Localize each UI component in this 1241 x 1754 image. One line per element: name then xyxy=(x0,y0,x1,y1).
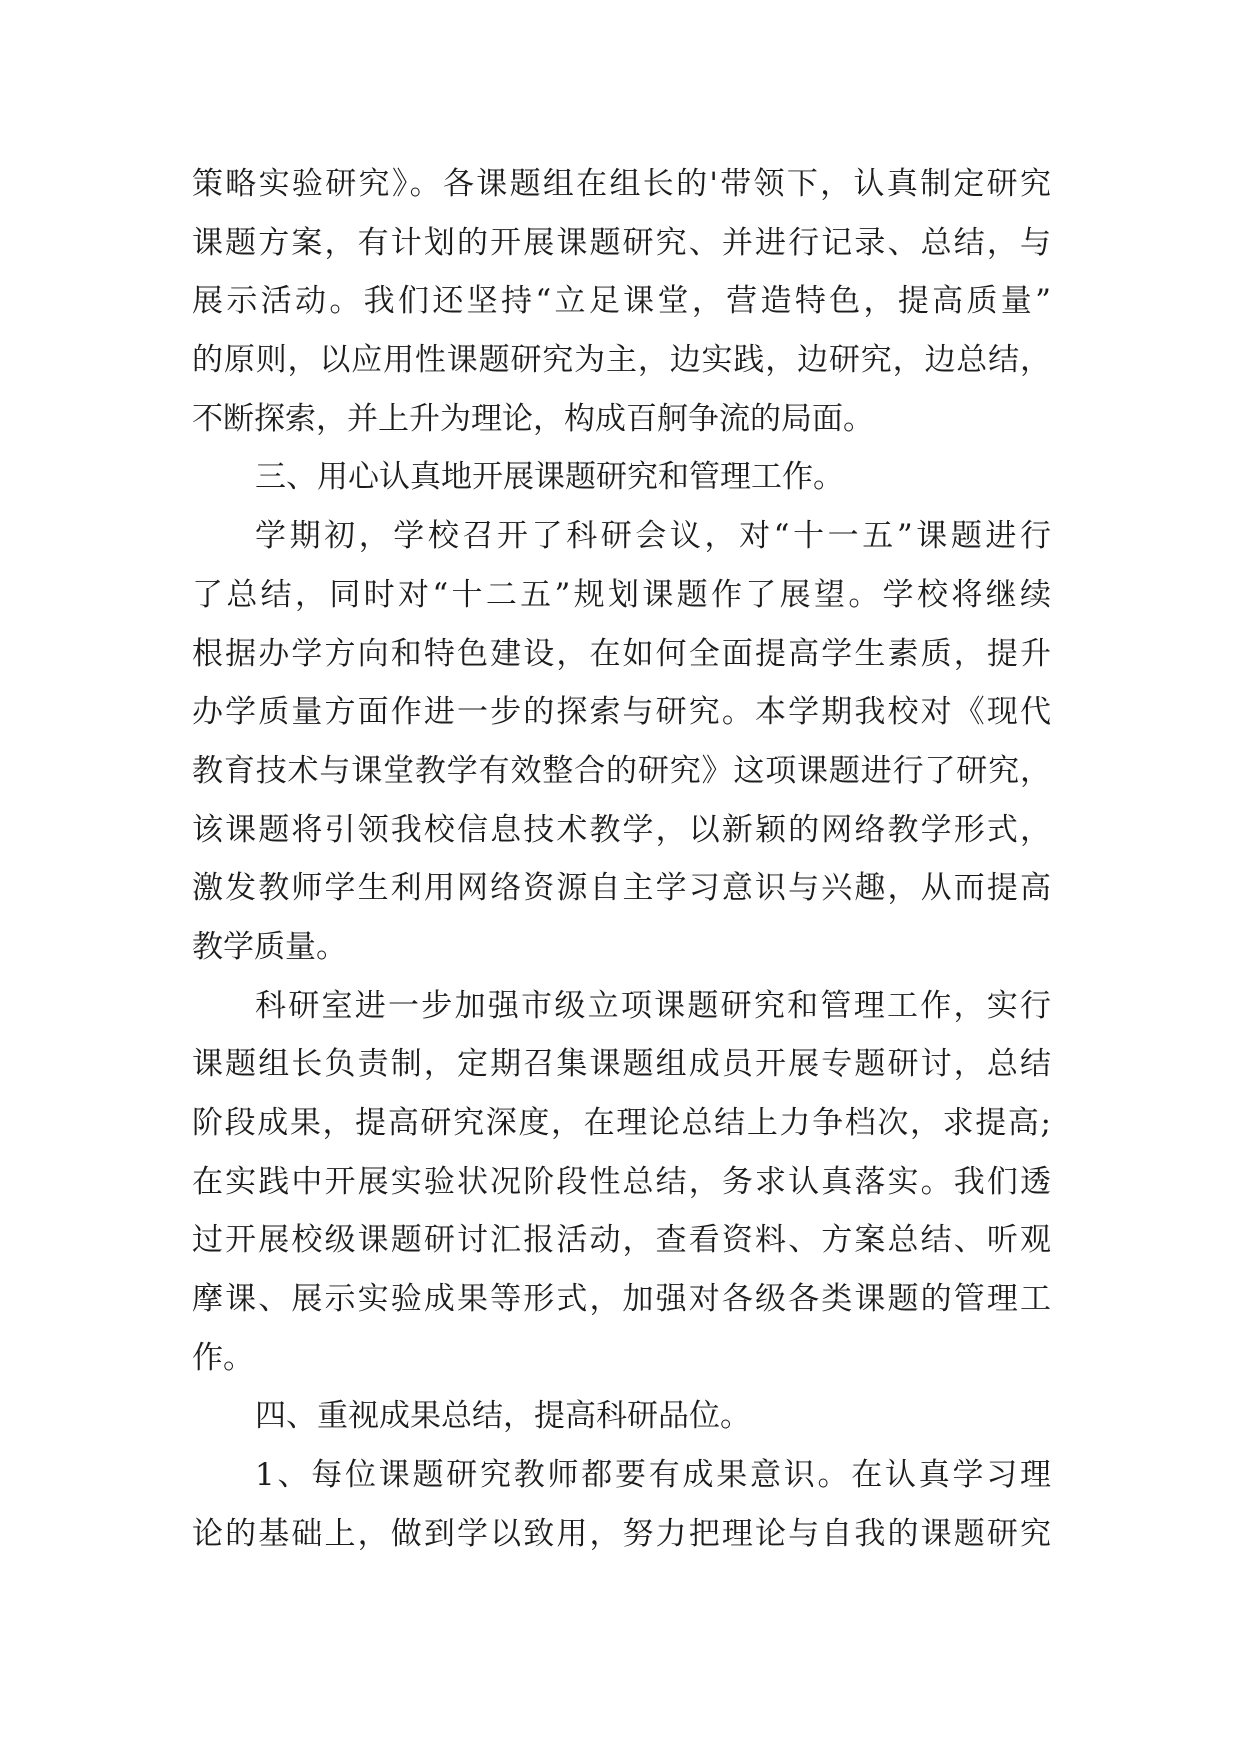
text-line: 了总结，同时对“十二五”规划课题作了展望。学校将继续 xyxy=(192,576,1051,613)
section-heading xyxy=(192,448,1051,507)
section-heading-text: 三、用心认真地开展课题研究和管理工作。 xyxy=(255,459,844,496)
text-line: 作。 xyxy=(192,1339,254,1376)
text-line: 在实践中开展实验状况阶段性总结，务求认真落实。我们透 xyxy=(192,1163,1051,1200)
text-line: 课题方案，有计划的开展课题研究、并进行记录、总结，与 xyxy=(192,224,1051,261)
text-line: 学期初，学校召开了科研会议，对“十一五”课题进行 xyxy=(255,518,1051,555)
text-line: 的原则，以应用性课题研究为主，边实践，边研究，边总结， xyxy=(192,342,1051,379)
text-line: 该课题将引领我校信息技术教学，以新颖的网络教学形式， xyxy=(192,811,1051,848)
paragraph xyxy=(192,977,1051,1388)
text-line: 办学质量方面作进一步的探索与研究。本学期我校对《现代 xyxy=(192,694,1051,731)
text-line: 课题组长负责制，定期召集课题组成员开展专题研讨，总结 xyxy=(192,1046,1051,1083)
text-line: 不断探索，并上升为理论，构成百舸争流的局面。 xyxy=(192,400,874,437)
text-line: 激发教师学生利用网络资源自主学习意识与兴趣，从而提高 xyxy=(192,870,1051,907)
text-line: 展示活动。我们还坚持“立足课堂，营造特色，提高质量” xyxy=(192,283,1051,320)
text-line: 论的基础上，做到学以致用，努力把理论与自我的课题研究 xyxy=(192,1515,1051,1552)
document-body xyxy=(192,155,1051,1564)
paragraph xyxy=(192,1446,1051,1563)
section-heading xyxy=(192,1387,1051,1446)
paragraph xyxy=(192,507,1051,977)
text-line: 摩课、展示实验成果等形式，加强对各级各类课题的管理工 xyxy=(192,1281,1051,1318)
text-line: 阶段成果，提高研究深度，在理论总结上力争档次，求提高; xyxy=(192,1105,1051,1141)
text-line: 科研室进一步加强市级立项课题研究和管理工作，实行 xyxy=(255,987,1051,1024)
text-line: 根据办学方向和特色建设，在如何全面提高学生素质，提升 xyxy=(192,635,1051,672)
text-line: 1、每位课题研究教师都要有成果意识。在认真学习理 xyxy=(255,1457,1051,1494)
text-line: 过开展校级课题研讨汇报活动，查看资料、方案总结、听观 xyxy=(192,1222,1051,1259)
text-line: 教育技术与课堂教学有效整合的研究》这项课题进行了研究， xyxy=(192,752,1051,789)
paragraph xyxy=(192,155,1051,448)
text-line: 教学质量。 xyxy=(192,928,347,965)
text-line: 策略实验研究》。各课题组在组长的'带领下，认真制定研究 xyxy=(192,166,1051,202)
section-heading-text: 四、重视成果总结，提高科研品位。 xyxy=(255,1398,751,1435)
